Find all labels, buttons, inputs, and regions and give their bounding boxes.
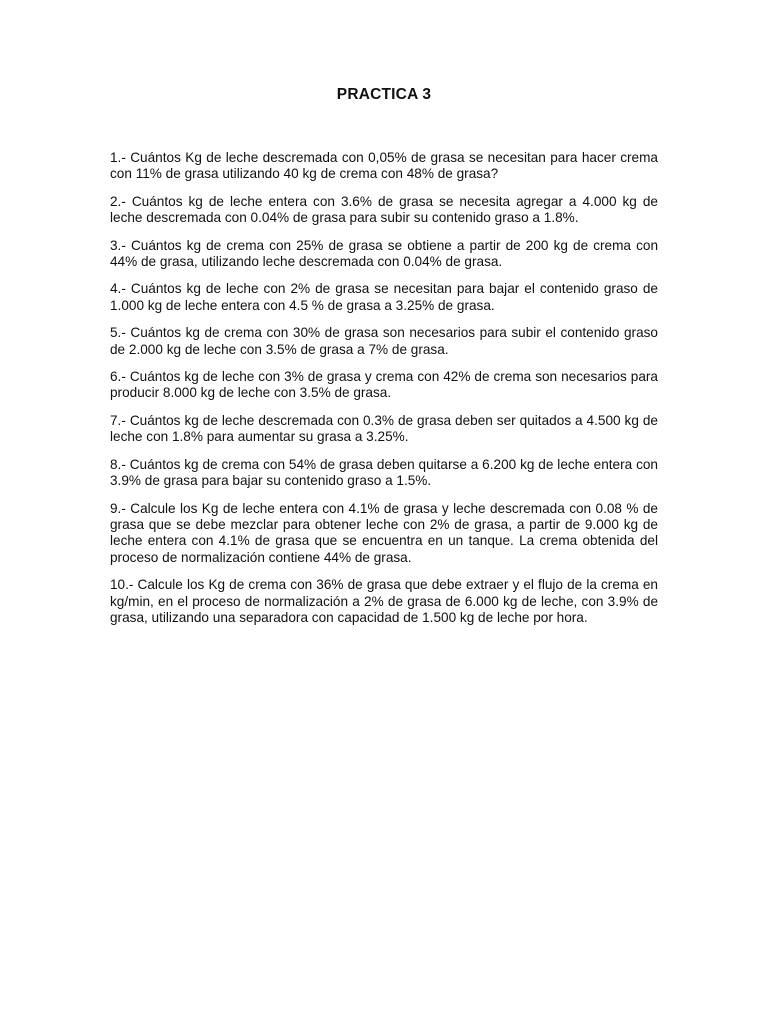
- problem-7: 7.- Cuántos kg de leche descremada con 0.3% de grasa deben ser quitados a 4.500 kg de leche con 1.8% para aumentar su grasa a 3.25%.: [110, 412, 658, 445]
- problem-1: 1.- Cuántos Kg de leche descremada con 0,05% de grasa se necesitan para hacer crema con 11% de grasa utilizando 40 kg de crema con 48% de grasa?: [110, 150, 658, 182]
- page-title: PRACTICA 3: [336, 86, 432, 103]
- problem-list: [110, 150, 658, 637]
- problem-10: 10.- Calcule los Kg de crema con 36% de grasa que debe extraer y el flujo de la crema en kg/min, en el proceso de normalización a 2% de grasa de 6.000 kg de leche, con 3.9% de grasa, utilizando una separadora con capacidad de 1.500 kg de leche por hora.: [110, 577, 658, 625]
- problem-3: 3.- Cuántos kg de crema con 25% de grasa se obtiene a partir de 200 kg de crema con 44% de grasa, utilizando leche descremada con 0.04% de grasa.: [110, 237, 658, 270]
- problem-2: 2.- Cuántos kg de leche entera con 3.6% de grasa se necesita agregar a 4.000 kg de leche descremada con 0.04% de grasa para subir su contenido graso a 1.8%.: [110, 193, 658, 226]
- problem-9: 9.- Calcule los Kg de leche entera con 4.1% de grasa y leche descremada con 0.08 % de grasa que se debe mezclar para obtener leche con 2% de grasa, a partir de 9.000 kg de leche entera con 4.1% de grasa que se encuentra en un tanque. La crema obtenida del proceso de normalización contiene 44% de grasa.: [110, 500, 658, 565]
- problem-4: 4.- Cuántos kg de leche con 2% de grasa se necesitan para bajar el contenido graso de 1.000 kg de leche entera con 4.5 % de grasa a 3.25% de grasa.: [110, 281, 658, 313]
- problem-5: 5.- Cuántos kg de crema con 30% de grasa son necesarios para subir el contenido graso de 2.000 kg de leche con 3.5% de grasa a 7% de grasa.: [110, 325, 658, 357]
- problem-6: 6.- Cuántos kg de leche con 3% de grasa y crema con 42% de crema son necesarios para producir 8.000 kg de leche con 3.5% de grasa.: [110, 369, 658, 401]
- problem-8: 8.- Cuántos kg de crema con 54% de grasa deben quitarse a 6.200 kg de leche entera con 3.9% de grasa para bajar su contenido graso a 1.5%.: [110, 456, 658, 489]
